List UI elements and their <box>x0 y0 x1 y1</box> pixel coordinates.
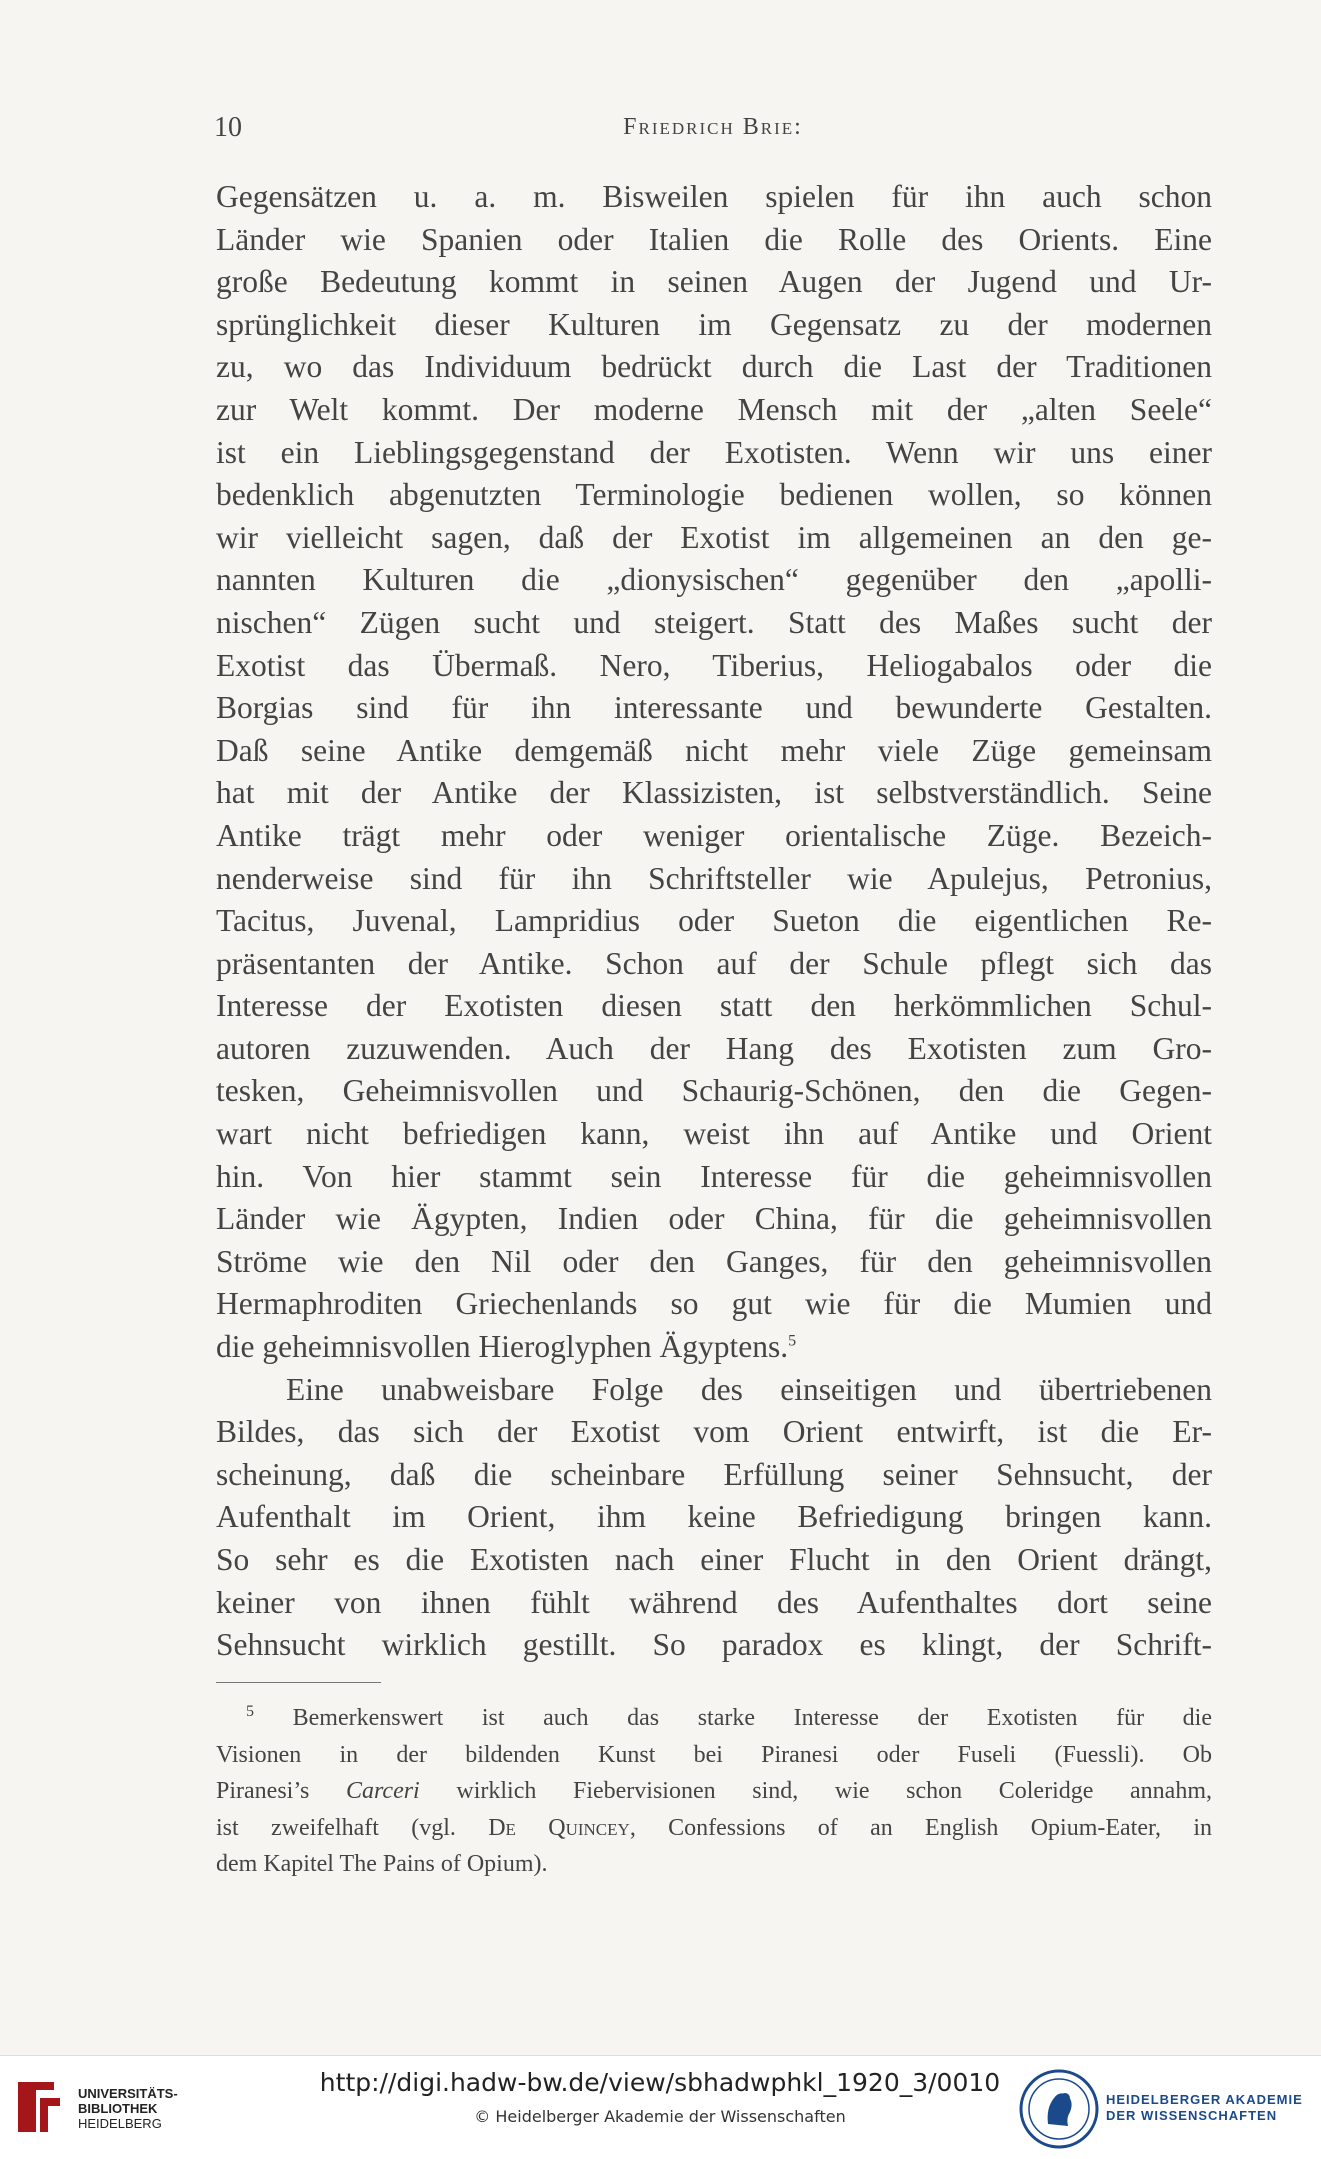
footnote-line: dem Kapitel The Pains of Opium). <box>216 1851 548 1877</box>
text-line: Exotist das Übermaß. Nero, Tiberius, Heliogabalos oder die <box>216 647 1212 683</box>
text-line: zur Welt kommt. Der moderne Mensch mit der „alten Seele“ <box>216 391 1212 427</box>
footer-citation <box>260 2068 1060 2126</box>
footnote-text: wirklich Fiebervisionen sind, wie schon Coleridge annahm, <box>419 1778 1212 1804</box>
text-line: Antike trägt mehr oder weniger orientalische Züge. Bezeich- <box>216 817 1212 853</box>
footnote-number: 5 <box>246 1703 254 1720</box>
footnote-text: Bemerkenswert ist auch das starke Interesse der Exotisten für die <box>292 1705 1213 1731</box>
footnote-line <box>216 1773 1212 1810</box>
footnote <box>216 1700 1212 1883</box>
text-line: wir vielleicht sagen, daß der Exotist im allgemeinen an den ge- <box>216 519 1212 555</box>
text-line: präsentanten der Antike. Schon auf der Schule pflegt sich das <box>216 945 1212 981</box>
text-line: nannten Kulturen die „dionysischen“ gegenüber den „apolli- <box>216 562 1212 598</box>
text-line: scheinung, daß die scheinbare Erfüllung seiner Sehnsucht, der <box>216 1456 1212 1492</box>
text-line: tesken, Geheimnisvollen und Schaurig-Schönen, den die Gegen- <box>216 1073 1212 1109</box>
page-number: 10 <box>214 112 242 143</box>
copyright-notice: © Heidelberger Akademie der Wissenschaften <box>474 2107 846 2126</box>
academy-label <box>1106 2092 1303 2124</box>
text-line: autoren zuzuwenden. Auch der Hang des Exotisten zum Gro- <box>216 1030 1212 1066</box>
text-line: zu, wo das Individuum bedrückt durch die Last der Traditionen <box>216 349 1212 385</box>
academy-seal-icon[interactable] <box>1018 2068 1100 2150</box>
text-line: So sehr es die Exotisten nach einer Flucht in den Orient drängt, <box>216 1542 1212 1577</box>
text-line: Hermaphroditen Griechenlands so gut wie für die Mumien und <box>216 1286 1212 1322</box>
footnote-text: , Confessions of an English Opium-Eater, in <box>629 1814 1213 1841</box>
text-line: Länder wie Ägypten, Indien oder China, für die geheimnisvollen <box>216 1201 1212 1237</box>
logo-text-line: HEIDELBERGER AKADEMIE <box>1106 2092 1303 2107</box>
text-line: Sehnsucht wirklich gestillt. So paradox es klingt, der Schrift- <box>216 1627 1212 1663</box>
text-line: große Bedeutung kommt in seinen Augen der Jugend und Ur- <box>216 264 1212 300</box>
logo-text-line: DER WISSENSCHAFTEN <box>1106 2108 1278 2123</box>
text-line: hat mit der Antike der Klassizisten, ist selbstverständlich. Seine <box>216 775 1212 811</box>
text-line: Ströme wie den Nil oder den Ganges, für den geheimnisvollen <box>216 1243 1212 1279</box>
footnote-text: ist zweifelhaft (vgl. <box>216 1814 489 1841</box>
permalink-url[interactable]: http://digi.hadw-bw.de/view/sbhadwphkl_1920_3/0010 <box>319 2068 1001 2097</box>
text-line: Borgias sind für ihn interessante und bewunderte Gestalten. <box>216 690 1212 726</box>
text-line: Aufenthalt im Orient, ihm keine Befriedigung bringen kann. <box>216 1499 1212 1535</box>
footnote-author: De Quincey <box>488 1814 630 1841</box>
logo-text-line: UNIVERSITÄTS- <box>78 2086 178 2101</box>
text-line: nischen“ Zügen sucht und steigert. Statt des Maßes sucht der <box>216 604 1212 640</box>
text-line: Eine unabweisbare Folge des einseitigen und übertriebenen <box>286 1371 1212 1407</box>
logo-text-line: BIBLIOTHEK <box>78 2101 158 2116</box>
text-line: Gegensätzen u. a. m. Bisweilen spielen für ihn auch schon <box>216 179 1212 214</box>
footnote-line <box>216 1700 1212 1737</box>
university-library-label <box>78 2086 178 2131</box>
text-line-content: die geheimnisvollen Hieroglyphen Ägyptens. <box>216 1329 789 1365</box>
body-text <box>216 176 1212 1667</box>
logo-text-line: HEIDELBERG <box>78 2116 162 2131</box>
footnote-divider <box>216 1682 381 1683</box>
text-line: wart nicht befriedigen kann, weist ihn auf Antike und Orient <box>216 1116 1212 1152</box>
text-line: Tacitus, Juvenal, Lampridius oder Sueton die eigentlichen Re- <box>216 903 1212 939</box>
running-head: Friedrich Brie: <box>623 114 803 140</box>
footnote-line: Visionen in der bildenden Kunst bei Piranesi oder Fuseli (Fuessli). Ob <box>216 1741 1212 1768</box>
text-line: bedenklich abgenutzten Terminologie bedienen wollen, so können <box>216 477 1212 513</box>
footnote-line <box>216 1810 1212 1847</box>
page-header <box>214 112 1212 152</box>
university-library-logo-icon[interactable] <box>14 2076 70 2138</box>
footnote-text: Piranesi’s <box>216 1778 346 1804</box>
text-line: Länder wie Spanien oder Italien die Rolle des Orients. Eine <box>216 221 1212 257</box>
text-line: keiner von ihnen fühlt während des Aufenthaltes dort seine <box>216 1584 1212 1620</box>
text-line: hin. Von hier stammt sein Interesse für die geheimnisvollen <box>216 1158 1212 1194</box>
text-line: Interesse der Exotisten diesen statt den herkömmlichen Schul- <box>216 988 1212 1024</box>
text-line: Daß seine Antike demgemäß nicht mehr viele Züge gemeinsam <box>216 732 1212 768</box>
text-line: Bildes, das sich der Exotist vom Orient entwirft, ist die Er- <box>216 1414 1212 1450</box>
text-line <box>216 1326 1212 1369</box>
text-line: nenderweise sind für ihn Schriftsteller wie Apulejus, Petronius, <box>216 860 1212 896</box>
text-line: ist ein Lieblingsgegenstand der Exotisten. Wenn wir uns einer <box>216 434 1212 470</box>
text-line: sprünglichkeit dieser Kulturen im Gegensatz zu der modernen <box>216 306 1212 342</box>
footnote-italic-title: Carceri <box>345 1778 420 1804</box>
viewer-footer <box>0 2055 1321 2159</box>
footnote-reference[interactable]: 5 <box>788 1332 797 1350</box>
